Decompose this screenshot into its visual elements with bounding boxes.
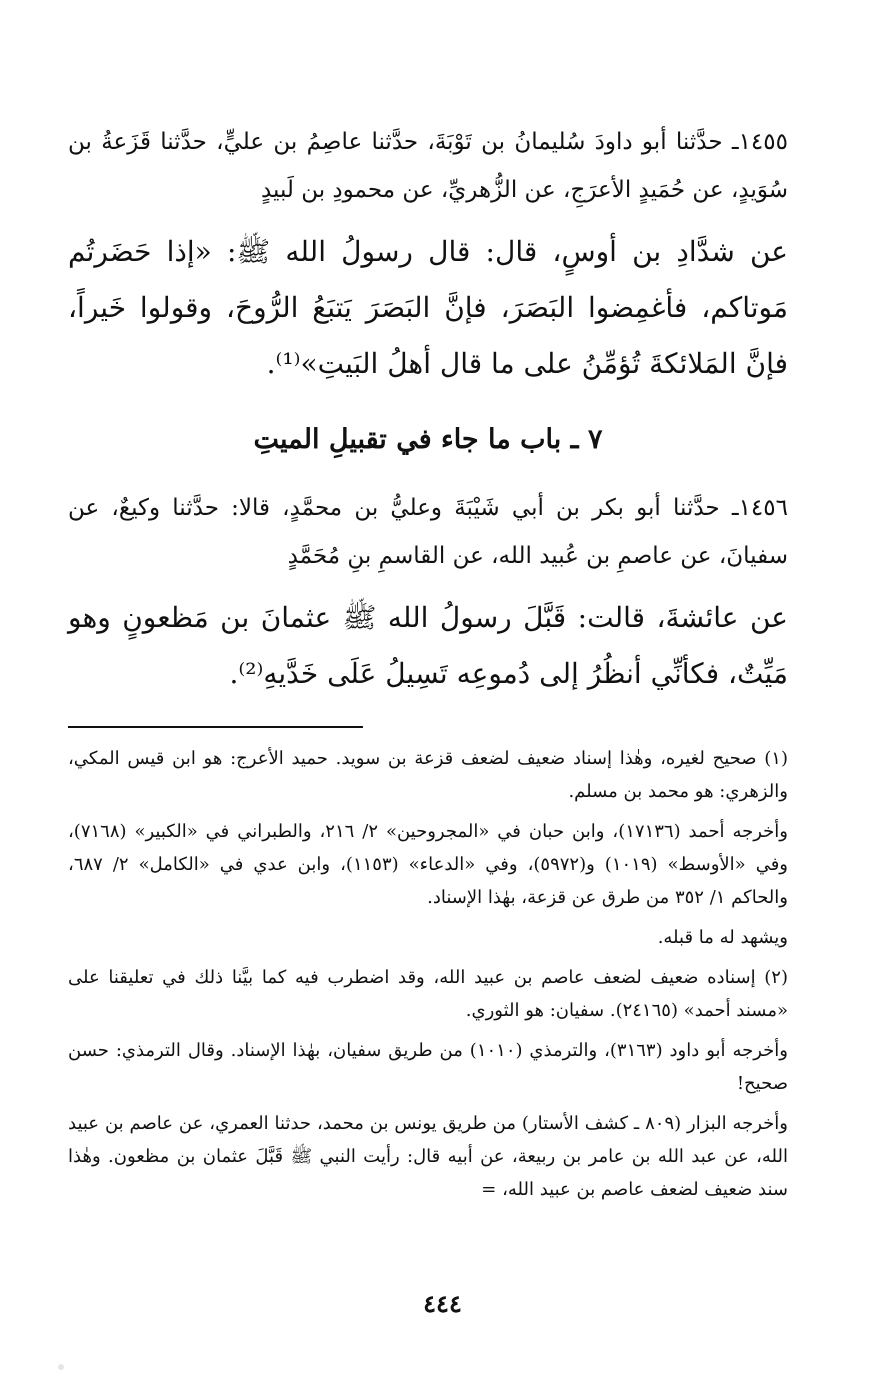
footnotes bbox=[68, 742, 788, 1206]
footnote-divider bbox=[68, 726, 363, 728]
page-body bbox=[68, 118, 788, 1213]
scan-speck bbox=[58, 1364, 64, 1370]
footnote-1-intro: (١) صحيح لغيره، وهٰذا إسناد ضعيف لضعف قزعة بن سويد. حميد الأعرج: هو ابن قيس المكي، والزهري: هو محمد بن مسلم. bbox=[68, 748, 788, 802]
footnote-2-sources: وأخرجه أبو داود (٣١٦٣)، والترمذي (١٠١٠) من طريق سفيان، بهٰذا الإسناد. وقال الترمذي: حسن صحيح! bbox=[68, 1040, 788, 1094]
hadith-1455-matn: عن شدَّادِ بن أوسٍ، قال: قال رسولُ الله ﷺ: «إذا حَضَرتُم مَوتاكم، فأغمِضوا البَصَرَ، فإنَّ البَصَرَ يَتبَعُ الرُّوحَ، وقولوا خَيراً، فإنَّ المَلائكةَ تُؤمِّنُ على ما قال أهلُ البَيتِ»⁽¹⁾. bbox=[68, 235, 788, 380]
footnote-1-sources: وأخرجه أحمد (١٧١٣٦)، وابن حبان في «المجروحين» ٢/ ٢١٦، والطبراني في «الكبير» (٧١٦٨)، وفي «الأوسط» (١٠١٩) و(٥٩٧٢)، وفي «الدعاء» (١١٥٣)، وابن عدي في «الكامل» ٢/ ٦٨٧، والحاكم ١/ ٣٥٢ من طرق عن قزعة، بهٰذا الإسناد. bbox=[68, 821, 788, 908]
page-number: ٤٤٤ bbox=[423, 1289, 462, 1318]
hadith-1456-isnad: ١٤٥٦ـ حدَّثنا أبو بكر بن أبي شَيْبَةَ وعليُّ بن محمَّدٍ، قالا: حدَّثنا وكيعٌ، عن سفيانَ، عن عاصمِ بن عُبيد الله، عن القاسمِ بنِ مُحَمَّدٍ bbox=[68, 495, 788, 569]
footnote-2-bazzar: وأخرجه البزار (٨٠٩ ـ كشف الأستار) من طريق يونس بن محمد، حدثنا العمري، عن عاصم بن عبيد الله، عن عبد الله بن عامر بن ربيعة، عن أبيه قال: رأيت النبي ﷺ قَبَّلَ عثمان بن مظعون. وهٰذا سند ضعيف لضعف عاصم بن عبيد الله، = bbox=[68, 1113, 788, 1200]
hadith-1455-isnad: ١٤٥٥ـ حدَّثنا أبو داودَ سُليمانُ بن تَوْبَةَ، حدَّثنا عاصِمُ بن عليٍّ، حدَّثنا قَزَعةُ بن سُوَيدٍ، عن حُمَيدٍ الأعرَجِ، عن الزُّهريِّ، عن محمودِ بن لَبيدٍ bbox=[68, 129, 788, 203]
chapter-heading: ٧ ـ باب ما جاء في تقبيلِ الميتِ bbox=[253, 424, 603, 455]
footnote-1-witness: ويشهد له ما قبله. bbox=[657, 927, 788, 948]
footnote-2-intro: (٢) إسناده ضعيف لضعف عاصم بن عبيد الله، وقد اضطرب فيه كما بيَّنا ذلك في تعليقنا على «مسند أحمد» (٢٤١٦٥). سفيان: هو الثوري. bbox=[68, 967, 788, 1021]
hadith-1456-matn: عن عائشةَ، قالت: قَبَّلَ رسولُ الله ﷺ عثمانَ بن مَظعونٍ وهو مَيِّتٌ، فكأنِّي أنظُرُ إلى دُموعِه تَسِيلُ عَلَى خَدَّيهِ⁽²⁾. bbox=[68, 601, 788, 690]
hadith-1455 bbox=[68, 118, 788, 392]
hadith-1456 bbox=[68, 484, 788, 702]
